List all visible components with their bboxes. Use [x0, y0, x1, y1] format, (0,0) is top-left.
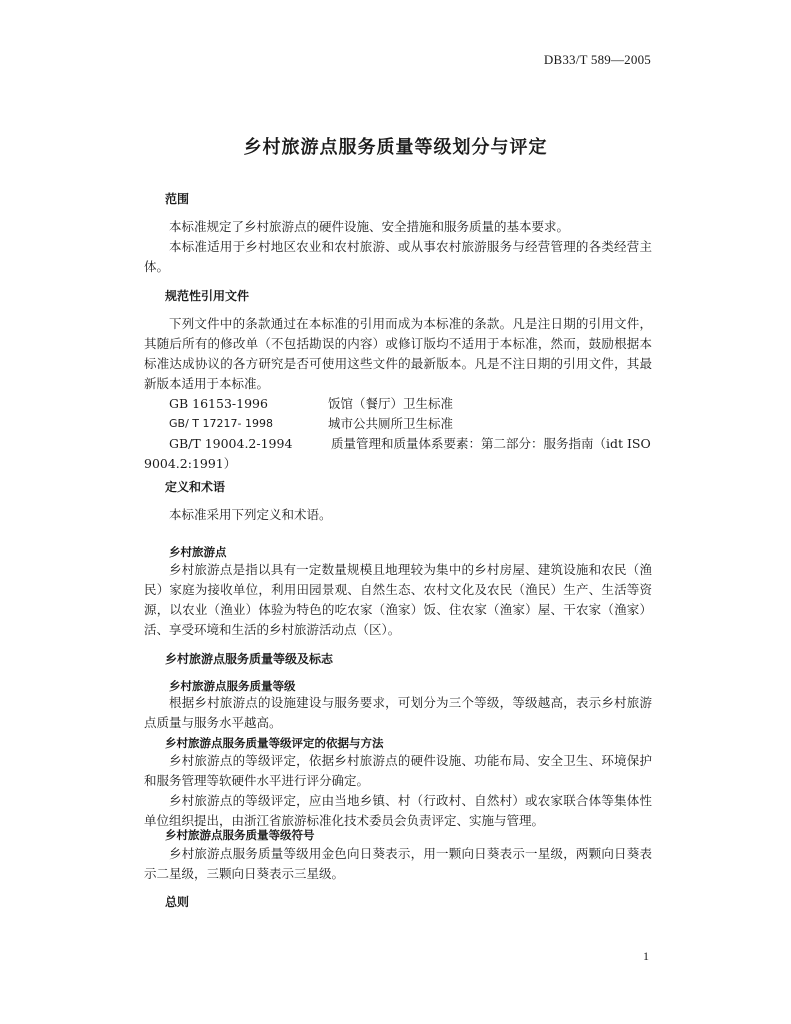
normative-references-intro: [144, 314, 652, 394]
section-heading-general: 总则: [165, 895, 190, 909]
reference-title-continued: 9004.2:1991）: [144, 456, 237, 471]
scope-paragraph-1: 本标准规定了乡村旅游点的硬件设施、安全措施和服务质量的基本要求。: [169, 219, 570, 234]
document-title: 乡村旅游点服务质量等级划分与评定: [243, 137, 548, 158]
subsection-heading-grade-symbol: 乡村旅游点服务质量等级符号: [165, 828, 315, 842]
scope-body: [144, 217, 652, 277]
section-heading-normative-references: 规范性引用文件: [165, 289, 250, 303]
reference-code: GB/T 19004.2-1994: [169, 436, 293, 451]
definitions-paragraph: 本标准采用下列定义和术语。: [169, 507, 332, 522]
term-definition: 乡村旅游点是指以具有一定数量规模且地理较为集中的乡村房屋、建筑设施和农民（渔民）家庭为接收单位，利用田园景观、自然生态、农村文化及农民（渔民）生产、生活等资源，以农业（渔业）体验为特色的吃农家（渔家）饭、住农家（渔家）屋、干农家（渔家）活、享受环境和生活的乡村旅游活动点（区）。: [144, 562, 652, 637]
evaluation-method-paragraph-2: 乡村旅游点的等级评定，应由当地乡镇、村（行政村、自然村）或农家联合体等集体性单位组织提出，由浙江省旅游标准化技术委员会负责评定、实施与管理。: [144, 793, 652, 828]
reference-title: 城市公共厕所卫生标准: [328, 416, 454, 431]
evaluation-method-body: [144, 751, 652, 831]
standard-code: DB33/T 589—2005: [543, 52, 651, 67]
section-heading-definitions: 定义和术语: [165, 480, 226, 494]
term-definition-block: [144, 560, 652, 640]
page-number: 1: [643, 949, 649, 963]
grade-levels-paragraph: 根据乡村旅游点的设施建设与服务要求，可划分为三个等级，等级越高，表示乡村旅游点质量与服务水平越高。: [144, 695, 652, 730]
grade-symbol-paragraph: 乡村旅游点服务质量等级用金色向日葵表示，用一颗向日葵表示一星级，两颗向日葵表示二星级，三颗向日葵表示三星级。: [144, 846, 652, 881]
subsection-heading-grade-levels: 乡村旅游点服务质量等级: [169, 679, 296, 693]
section-heading-grades: 乡村旅游点服务质量等级及标志: [165, 652, 334, 666]
section-heading-scope: 范围: [165, 192, 190, 206]
subsection-heading-evaluation-method: 乡村旅游点服务质量等级评定的依据与方法: [165, 736, 384, 750]
grade-levels-body: [144, 693, 652, 733]
scope-paragraph-2: 本标准适用于乡村地区农业和农村旅游、或从事农村旅游服务与经营管理的各类经营主体。: [144, 239, 652, 274]
reference-code: GB 16153-1996: [169, 396, 268, 411]
grade-symbol-body: [144, 844, 652, 884]
definitions-intro: [144, 505, 652, 525]
term-heading: 乡村旅游点: [169, 545, 227, 559]
reference-title: 饭馆（餐厅）卫生标准: [328, 396, 454, 411]
reference-title: 质量管理和质量体系要素：第二部分：服务指南（idt ISO: [331, 436, 651, 451]
normative-references-paragraph: 下列文件中的条款通过在本标准的引用而成为本标准的条款。凡是注日期的引用文件，其随后所有的修改单（不包括勘误的内容）或修订版均不适用于本标准，然而，鼓励根据本标准达成协议的各方研究是否可使用这些文件的最新版本。凡是不注日期的引用文件，其最新版本适用于本标准。: [144, 316, 652, 391]
evaluation-method-paragraph-1: 乡村旅游点的等级评定，依据乡村旅游点的硬件设施、功能布局、安全卫生、环境保护和服务管理等软硬件水平进行评分确定。: [144, 753, 652, 788]
reference-code: GB/ T 17217- 1998: [169, 417, 273, 430]
